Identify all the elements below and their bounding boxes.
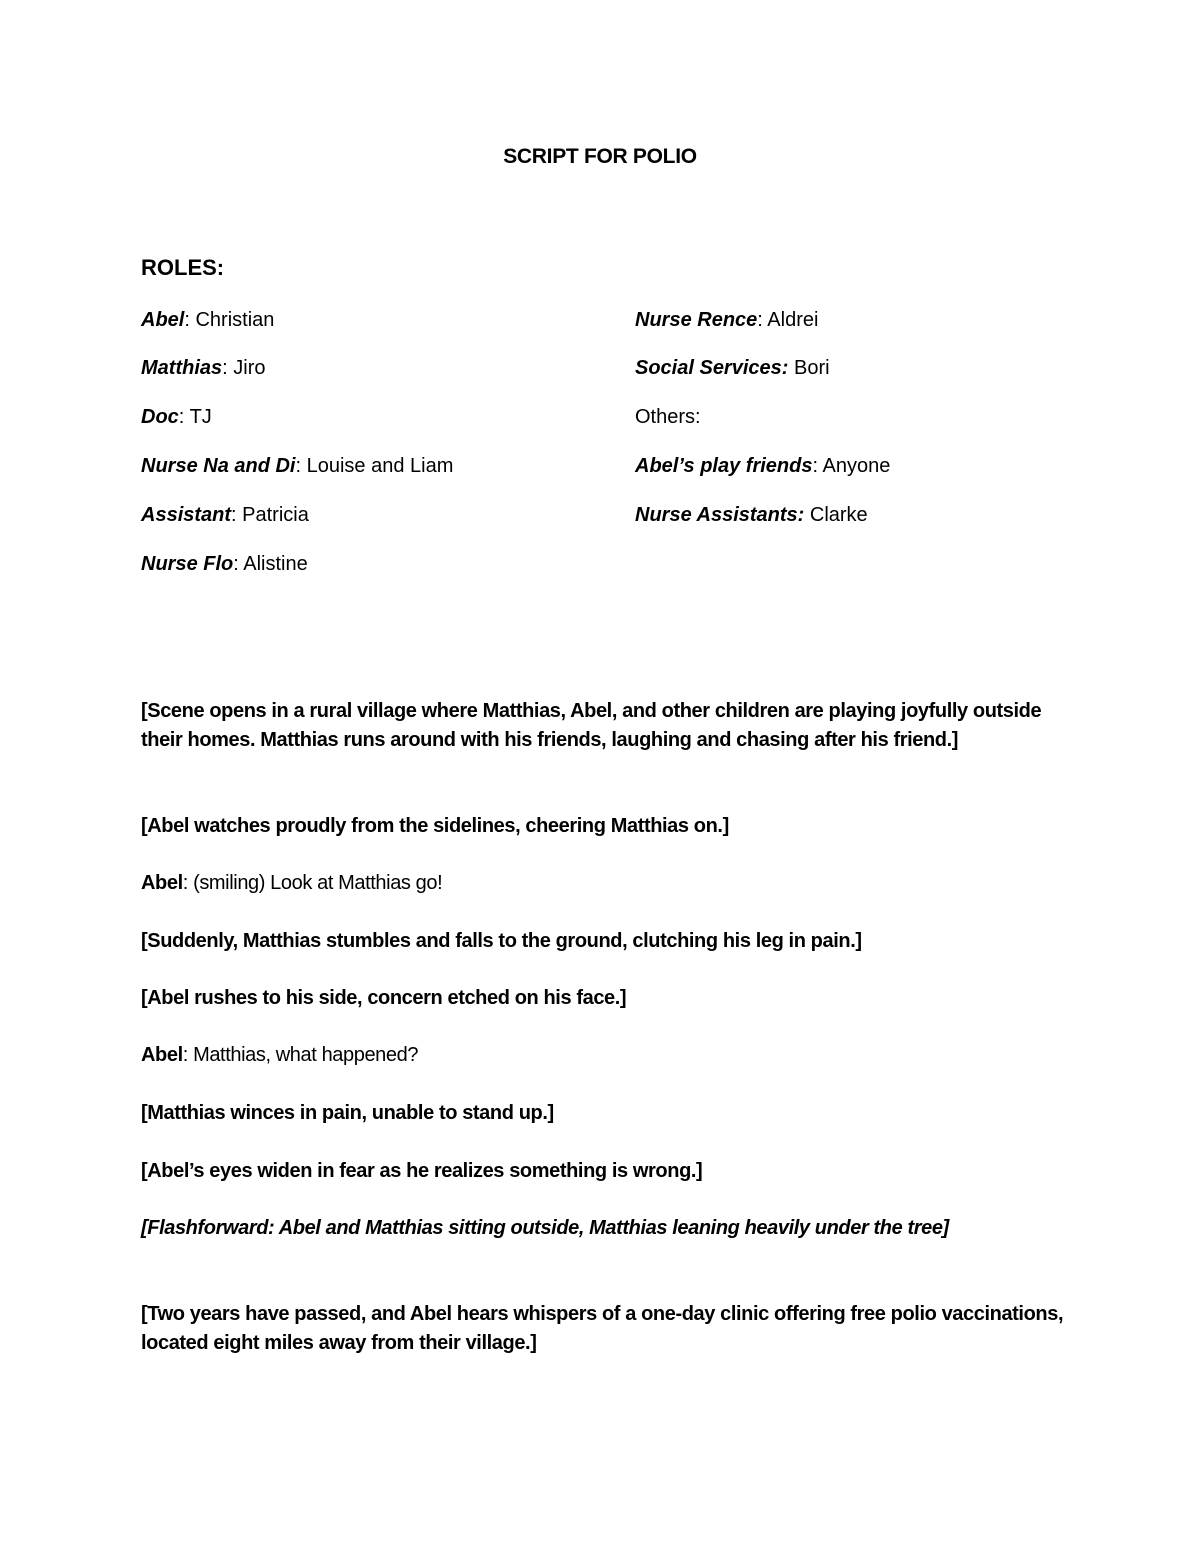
role-name: Matthias — [141, 357, 223, 379]
role-doc — [141, 403, 212, 431]
stage-direction: [Abel’s eyes widen in fear as he realizes something is wrong.] — [141, 1160, 703, 1182]
role-separator: : — [231, 504, 243, 526]
role-play-friends — [635, 452, 890, 480]
role-name: Doc — [141, 406, 179, 428]
role-actor: Patricia — [242, 504, 309, 526]
role-name: Nurse Assistants: — [635, 504, 805, 526]
role-social-services — [635, 354, 830, 382]
role-actor: Christian — [195, 309, 275, 331]
role-actor: Others: — [635, 406, 701, 428]
role-name: Social Services: — [635, 357, 789, 379]
role-actor: TJ — [189, 406, 212, 428]
flashforward-direction: [Flashforward: Abel and Matthias sitting outside, Matthias leaning heavily under the tree] — [141, 1217, 949, 1239]
role-nurse-na-di — [141, 452, 453, 480]
role-name: Nurse Flo — [141, 553, 234, 575]
role-separator: : — [812, 455, 823, 477]
speaker-name: Abel — [141, 872, 183, 894]
role-assistant — [141, 501, 309, 529]
dialogue-text: : Matthias, what happened? — [182, 1044, 419, 1066]
role-nurse-assistants — [635, 501, 868, 529]
document-title: SCRIPT FOR POLIO — [503, 145, 697, 168]
dialogue-line — [141, 1041, 1081, 1070]
role-separator: : — [757, 309, 768, 331]
role-nurse-flo — [141, 550, 308, 578]
role-separator: : — [233, 553, 244, 575]
stage-direction: [Matthias winces in pain, unable to stand up.] — [141, 1102, 554, 1124]
speaker-name: Abel — [141, 1044, 183, 1066]
role-name: Abel — [141, 309, 185, 331]
role-actor: Clarke — [809, 504, 868, 526]
stage-direction: [Suddenly, Matthias stumbles and falls to the ground, clutching his leg in pain.] — [141, 930, 862, 952]
role-nurse-rence — [635, 306, 818, 334]
role-name: Abel’s play friends — [635, 455, 813, 477]
role-matthias — [141, 354, 265, 382]
role-name: Assistant — [141, 504, 232, 526]
role-actor: Alistine — [243, 553, 308, 575]
role-actor: Louise and Liam — [306, 455, 454, 477]
dialogue-text: : (smiling) Look at Matthias go! — [182, 872, 443, 894]
role-others — [635, 403, 701, 431]
role-actor: Aldrei — [767, 309, 819, 331]
roles-heading: ROLES: — [141, 255, 225, 280]
role-actor: Bori — [794, 357, 830, 379]
role-actor: Anyone — [822, 455, 891, 477]
role-separator: : — [178, 406, 190, 428]
stage-direction: [Abel rushes to his side, concern etched on his face.] — [141, 987, 627, 1009]
role-separator: : — [184, 309, 196, 331]
role-abel — [141, 306, 274, 334]
role-actor: Jiro — [233, 357, 266, 379]
role-name: Nurse Na and Di — [141, 455, 296, 477]
stage-direction: [Two years have passed, and Abel hears whispers of a one-day clinic offering free polio vaccinations, located eight miles away from their village.] — [141, 1303, 1064, 1354]
role-separator: : — [295, 455, 307, 477]
stage-direction: [Abel watches proudly from the sidelines, cheering Matthias on.] — [141, 815, 729, 837]
role-separator: : — [222, 357, 234, 379]
dialogue-line — [141, 869, 1081, 898]
role-name: Nurse Rence — [635, 309, 758, 331]
stage-direction: [Scene opens in a rural village where Matthias, Abel, and other children are playing joyfully outside their homes. Matthias runs around with his friends, laughing and chasing after his friend.] — [141, 700, 1042, 751]
